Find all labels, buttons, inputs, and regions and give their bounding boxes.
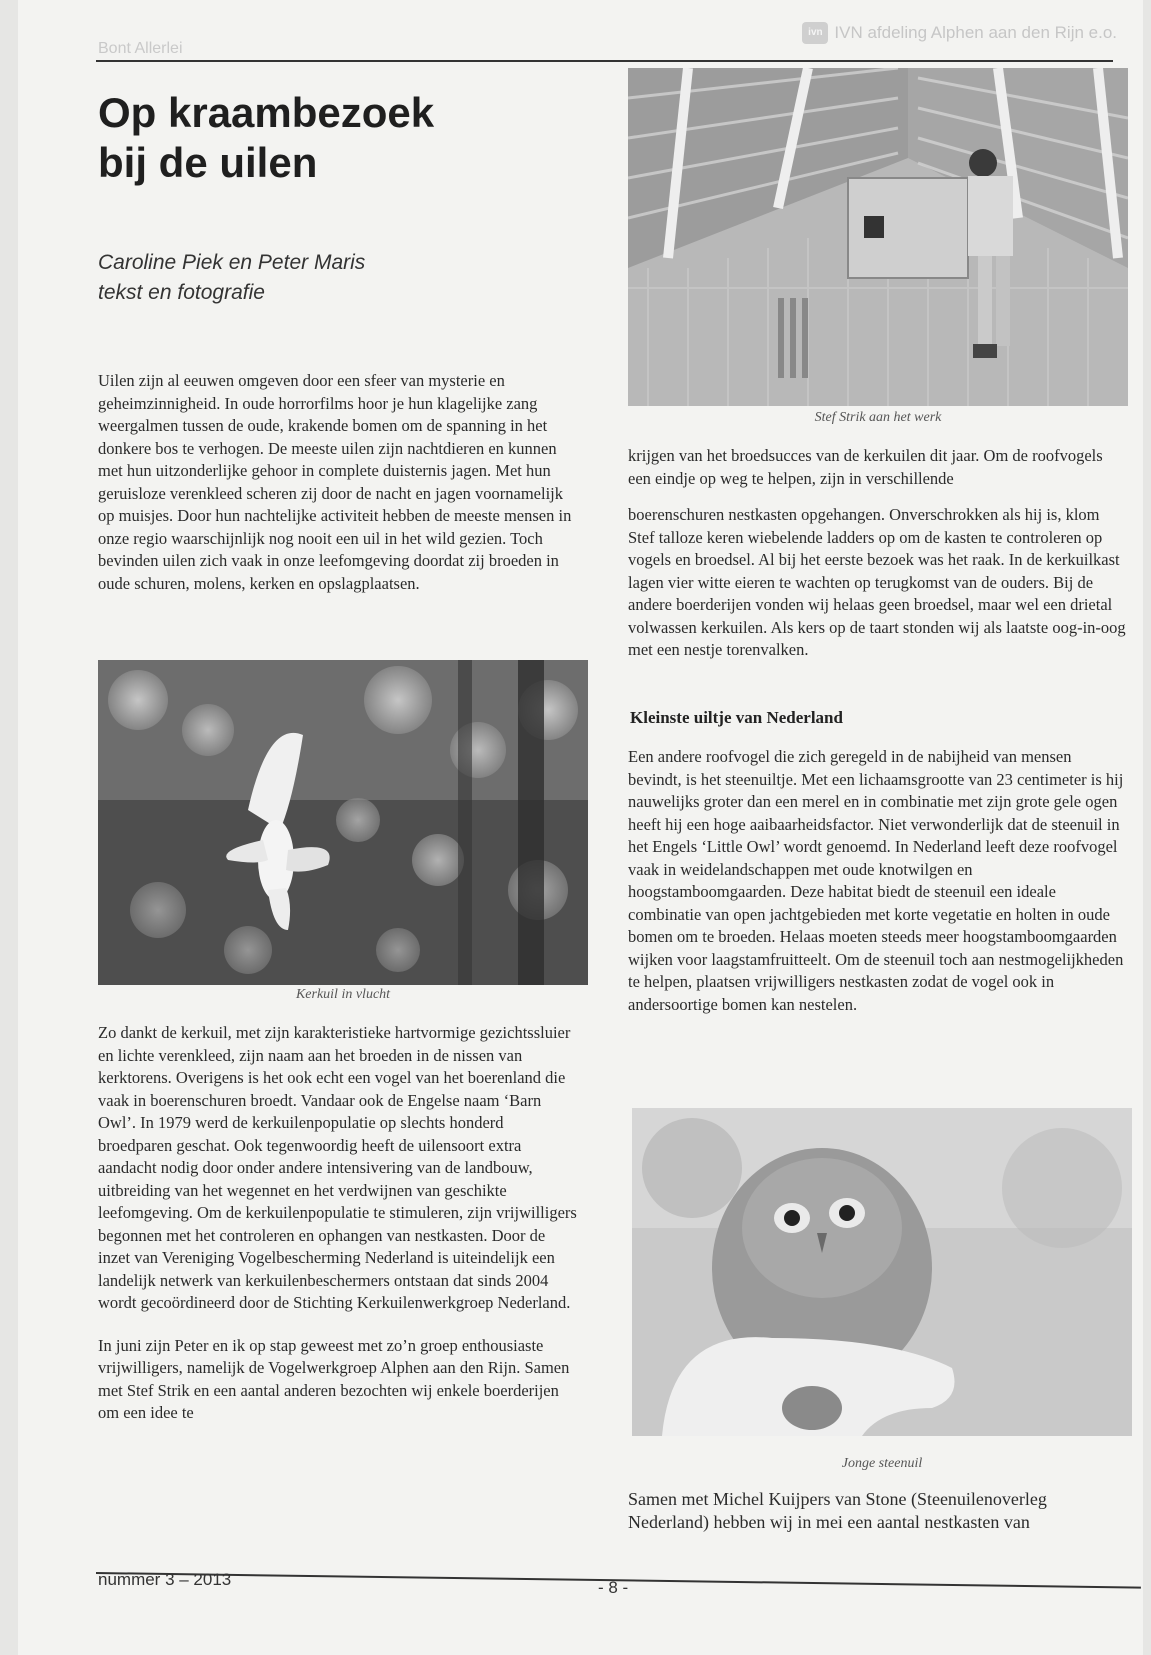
- body-paragraph: krijgen van het broedsucces van de kerkuilen dit jaar. Om de roofvogels een eindje op weg te helpen, zijn in verschillende: [628, 446, 1103, 488]
- subheading: Kleinste uiltje van Nederland: [630, 708, 843, 727]
- header-rule: [96, 60, 1113, 62]
- ivn-logo-icon: ivn: [802, 22, 828, 44]
- byline-authors: Caroline Piek en Peter Maris: [98, 251, 366, 274]
- organization-name: IVN afdeling Alphen aan den Rijn e.o.: [834, 23, 1117, 42]
- title-line-2: bij de uilen: [98, 139, 318, 186]
- right-column-top: [628, 445, 1128, 682]
- byline-role: tekst en fotografie: [98, 281, 265, 304]
- body-paragraph: In juni zijn Peter en ik op stap geweest met zo’n groep enthousiaste vrijwilligers, namelijk de Vogelwerkgroep Alphen aan den Rijn. Samen met Stef Strik en een aantal anderen bezochten wij enkele boerderijen om een idee te: [98, 1335, 570, 1422]
- body-paragraph: Een andere roofvogel die zich geregeld in de nabijheid van mensen bevindt, is het steenuiltje. Met een lichaamsgrootte van 23 centimeter is hij nauwelijks groter dan een merel en in combinatie met zijn grote gele ogen heeft hij een hoge aaibaarheidsfactor. Niet verwonderlijk dat de steenuil in het Engels ‘Little Owl’ wordt genoemd. In Nederland leeft deze roofvogel vaak in weidelandschappen met oude knotwilgen en hoogstamboomgaarden. Deze habitat biedt de steenuil een ideale combinatie van open jachtgebieden met korte vegetatie en holten in oude bomen om te broeden. Helaas moeten steeds meer hoogstamboomgaarden wijken voor laagstamfruitteelt. Om de steenuil toch aan nestmogelijkheden te helpen, plaatsen vrijwilligers nestkasten zodat de vogel ook in andersoortige bomen kan nestelen.: [628, 747, 1124, 1014]
- body-paragraph: Samen met Michel Kuijpers van Stone (Steenuilenoverleg Nederland) hebben wij in mei een aantal nestkasten van: [628, 1489, 1047, 1532]
- right-column-bottom: [628, 1488, 1128, 1554]
- title-line-1: Op kraambezoek: [98, 89, 435, 136]
- left-column-top: [98, 370, 578, 615]
- page-number: - 8 -: [598, 1578, 629, 1597]
- body-paragraph: boerenschuren nestkasten opgehangen. Onverschrokken als hij is, klom Stef talloze keren wiebelende ladders op om de kasten te controleren op vogels en broedsel. Al bij het eerste bezoek was het raak. In de kerkuilkast lagen vier witte eieren te wachten op terugkomst van de ouders. Bij de andere boerderijen vonden wij helaas geen broedsel, maar wel een drietal volwassen kerkuilen. Als kers op de taart stonden wij als laatste oog-in-oog met een nestje torenvalken.: [628, 505, 1126, 659]
- barn-owl-flight-photo: [98, 660, 588, 985]
- barn-owl-flight-image: [98, 660, 588, 985]
- body-paragraph: Zo dankt de kerkuil, met zijn karakteristieke hartvormige gezichtssluier en lichte verenkleed, zijn naam aan het broeden in de nissen van kerktorens. Overigens is het ook echt een vogel van het boerenland die vaak in boerenschuren broedt. Vandaar ook de Engelse naam ‘Barn Owl’. In 1979 werd de kerkuilenpopulatie op slechts honderd broedparen geschat. Ook tegenwoordig heeft de uilensoort extra aandacht nodig door onder andere intensivering van de landbouw, uitbreiding van het wegennet en het verdwijnen van geschikte leefomgeving. Om de kerkuilenpopulatie te stimuleren, zijn vrijwilligers begonnen met het controleren en ophangen van nestkasten. Door de inzet van Vereniging Vogelbescherming Nederland is uiteindelijk een landelijk netwerk van kerkuilenbeschermers ontstaan dat sinds 2004 wordt gecoördineerd door de Stichting Kerkuilenwerkgroep Nederland.: [98, 1023, 577, 1312]
- issue-number: nummer 3 – 2013: [98, 1570, 232, 1589]
- little-owl-chick-image: [632, 1108, 1132, 1436]
- barn-photo-caption: Stef Strik aan het werk: [814, 410, 942, 425]
- article-title: [98, 88, 558, 188]
- right-column-middle: [628, 746, 1128, 1036]
- barn-nestbox-image: [628, 68, 1128, 406]
- little-owl-chick-photo: [632, 1108, 1132, 1436]
- flight-photo-caption: Kerkuil in vlucht: [295, 987, 391, 1002]
- barn-nestbox-photo: [628, 68, 1128, 406]
- byline: [98, 248, 518, 308]
- section-header: Bont Allerlei: [98, 40, 183, 57]
- chick-photo-caption: Jonge steenuil: [841, 1456, 923, 1471]
- magazine-page: [18, 0, 1143, 1655]
- body-paragraph: Uilen zijn al eeuwen omgeven door een sfeer van mysterie en geheimzinnigheid. In oude horrorfilms hoor je hun klagelijke zang weergalmen tussen de oude, krakende bomen om de spanning in het donkere bos te verhogen. De meeste uilen zijn nachtdieren en kunnen met hun uitzonderlijke gehoor in complete duisternis jagen. Met hun geruisloze verenkleed scheren zij door de nacht en jagen voornamelijk op muisjes. Door hun nachtelijke activiteit hebben de meeste mensen in onze regio waarschijnlijk nog nooit een uil in het wild gezien. Toch bevinden uilen zich vaak in onze leefomgeving doordat zij broeden in oude schuren, molens, kerken en opslagplaatsen.: [98, 371, 572, 593]
- organization-header: [802, 22, 1117, 44]
- left-column-bottom: [98, 1022, 578, 1445]
